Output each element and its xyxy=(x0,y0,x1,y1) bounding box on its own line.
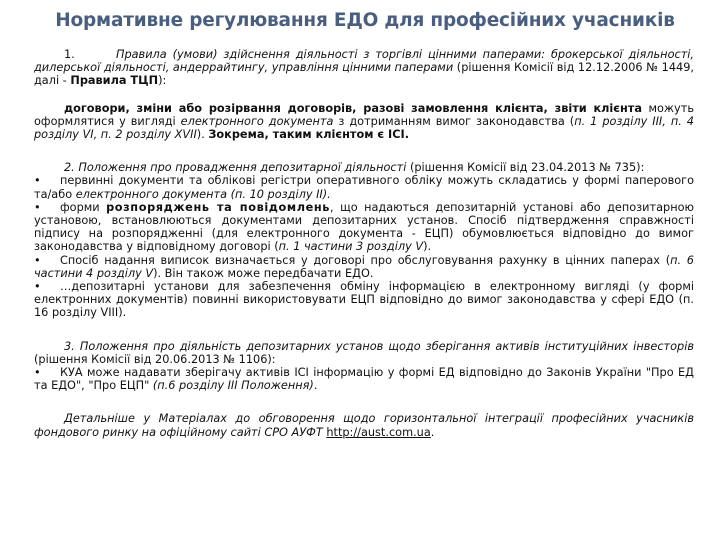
section1-p1-refs: п. 1 розділу III, п. 4 розділу VI, п. 2 розділу XVII xyxy=(34,114,694,142)
section3-bullet-1 xyxy=(34,366,694,392)
section2-b2-ref: п. 1 частини 3 розділу V xyxy=(278,240,424,254)
section1-p1-italic: електронного документа xyxy=(180,114,334,128)
section2-b2-end: ). xyxy=(423,240,432,254)
section1-paragraph xyxy=(34,102,694,142)
section2-bullet-2 xyxy=(34,201,694,254)
section2-bullet-3 xyxy=(34,254,694,280)
section2-heading xyxy=(34,161,694,174)
section2-b3-text: Спосіб надання виписок визначається у договорі про обслуговування рахунку в цінних паперах ( xyxy=(60,253,671,267)
section3-heading-italic: 3. Положення про діяльність депозитарних установ щодо зберігання активів інституційних інвесторів xyxy=(64,339,694,353)
section1-p1-end: ). xyxy=(196,128,209,142)
section3-b1-italic: (п.6 розділу III Положення) xyxy=(152,379,314,393)
section1-heading-end: ): xyxy=(158,74,167,88)
footer-paragraph xyxy=(34,412,694,438)
section3-b1-end: . xyxy=(313,379,318,393)
section2-b1-italic: електронного документа (п. 10 розділу II). xyxy=(75,187,331,201)
footer-link[interactable]: http://aust.com.ua xyxy=(326,425,431,439)
slide-content xyxy=(34,48,694,439)
footer-text: Детальніше у Матеріалах до обговорення щодо горизонтальної інтеграції професійних учасників фондового ринку на офіційному сайті СРО АУФТ xyxy=(34,412,694,439)
section1-p1-rest2: з дотриманням вимог законодавства ( xyxy=(333,114,575,128)
slide-title: Нормативне регулювання ЕДО для професійних учасників xyxy=(55,10,675,31)
section2-b2-bold: розпоряджень та повідомлень xyxy=(106,200,331,214)
section2-b1-text: первинні документи та облікові регістри оперативного обліку можуть складатись у формі паперового та/або xyxy=(34,174,694,201)
bullet-icon: • xyxy=(34,366,41,380)
section2-bullet-4 xyxy=(34,280,694,320)
section2-b2-text1: форми xyxy=(60,200,107,214)
section1-heading-italic: Правила (умови) здійснення діяльності з торгівлі цінними паперами: брокерської діяльності, дилерської діяльності, андеррайтингу, управління цінними паперами xyxy=(34,48,694,75)
section2-b2-text2: , що надаються депозитарній установі або депозитарною установою, встановлюються документами депозитарних установ. Спосіб підтвердження справжності підпису на розпорядженні (для електронного документа - ЕЦП) обумовлюється відповідно до вимог законодавства у відповідному договорі ( xyxy=(34,200,694,254)
section1-heading-bold: Правила ТЦП xyxy=(70,74,159,88)
section2-b3-ref: п. 6 частини 4 розділу V xyxy=(34,253,694,280)
section1-p1-rest: можуть оформлятися у вигляді xyxy=(34,101,694,128)
section1-p1-bold: договори, зміни або розірвання договорів, разові замовлення клієнта, звіти клієнта xyxy=(64,101,642,115)
section2-b3-end: ). Він також може передбачати ЕДО. xyxy=(153,266,374,280)
section2-heading-italic: 2. Положення про провадження депозитарної діяльності xyxy=(64,161,407,175)
section1-p1-bold2: Зокрема, таким клієнтом є ІСІ. xyxy=(208,128,410,142)
section1-heading xyxy=(34,48,694,88)
footer-end: . xyxy=(430,425,435,439)
section3-heading xyxy=(34,340,694,366)
bullet-icon: • xyxy=(34,253,41,267)
section3-heading-rest: (рішення Комісії від 20.06.2013 № 1106): xyxy=(34,352,276,366)
section1-heading-rest: (рішення Комісії від 12.12.2006 № 1449, далі - xyxy=(34,61,694,88)
section2-bullet-1 xyxy=(34,174,694,200)
section3-b1-text: КУА може надавати зберігачу активів ІСІ інформацію у формі ЕД відповідно до Законів України "Про ЕД та ЕДО", "Про ЕЦП" xyxy=(34,366,694,393)
bullet-icon: • xyxy=(34,200,41,214)
section2-b4-text: …депозитарні установи для забезпечення обміну інформацією в електронному вигляді (у формі електронних документів) повинні використовувати ЕЦП відповідно до вимог законодавства у сфері ЕДО (п. 16 розділу VIII). xyxy=(34,280,694,320)
bullet-icon: • xyxy=(34,280,41,294)
section1-number: 1. xyxy=(64,48,75,61)
bullet-icon: • xyxy=(34,174,41,188)
section2-heading-rest: (рішення Комісії від 23.04.2013 № 735): xyxy=(406,161,645,175)
